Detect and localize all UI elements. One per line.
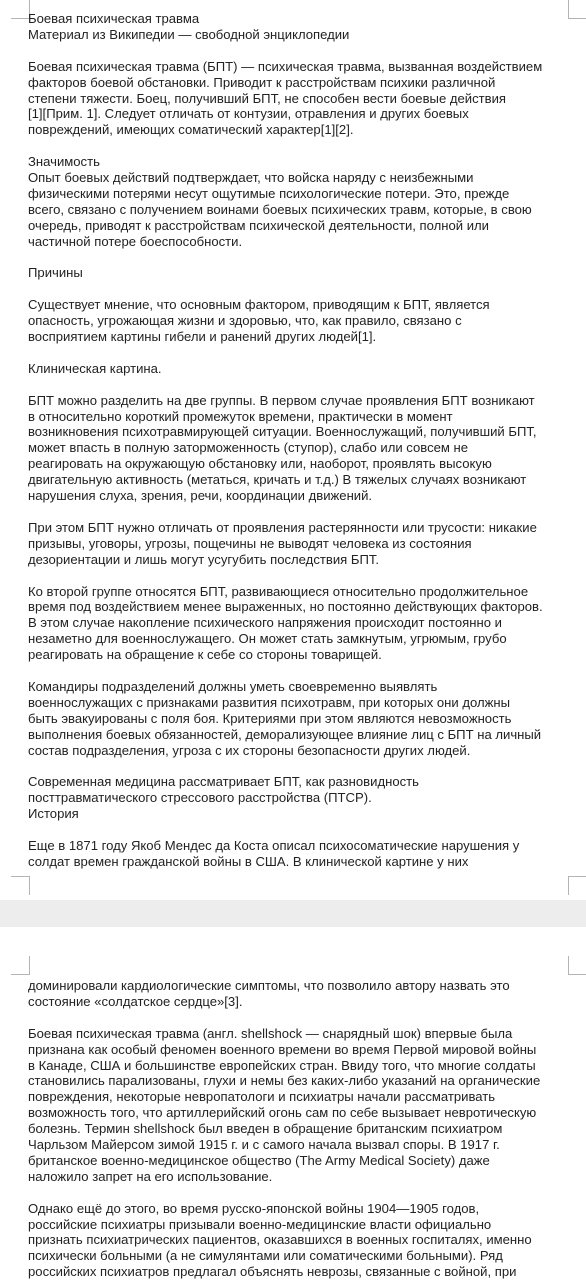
text-line: быть эвакуированы с поля боя. Критериями при этом являются невозможность — [28, 710, 512, 726]
text-line: становились парализованы, глухи и немы без каких-либо указаний на органические — [28, 1073, 541, 1089]
blank-line — [28, 138, 573, 154]
text-line: российские психиатры призывали военно-медицинские власти официально — [28, 1216, 492, 1232]
text-line: может впасть в полную заторможенность (ступор), слабо или совсем не — [28, 440, 469, 456]
text-line: В этом случае накопление психического напряжения происходит постоянно и — [28, 615, 502, 631]
text-line: степени тяжести. Боец, получивший БПТ, не способен вести боевые действия — [28, 90, 507, 106]
text-line: Командиры подразделений должны уметь своевременно выявлять — [28, 678, 438, 694]
text-line: [1][Прим. 1]. Следует отличать от контузии, отравления и других боевых — [28, 106, 469, 122]
text-line: Однако ещё до этого, во время русско-японской войны 1904—1905 годов, — [28, 1200, 480, 1216]
text-line: повреждения, некоторые невропатологи и психиатры начали рассматривать — [28, 1089, 496, 1105]
text-line: двигательную активность (метаться, кричать и т.д.) В тяжелых случаях возникают — [28, 472, 527, 488]
text-line: психически больными (а не симулянтами или соматическими больными). Ряд — [28, 1248, 503, 1264]
text-line: Материал из Википедии — свободной энциклопедии — [28, 26, 350, 42]
text-line: очередь, приводят к расстройствам психической деятельности, полной или — [28, 217, 489, 233]
text-line: Опыт боевых действий подтверждает, что войска наряду с неизбежными — [28, 170, 474, 186]
text-line: дезориентации и лишь могут усугубить последствия БПТ. — [28, 551, 380, 567]
blank-line — [28, 758, 573, 774]
blank-line — [28, 250, 573, 266]
blank-line — [28, 377, 573, 393]
text-line: Причины — [28, 265, 83, 281]
text-line: доминировали кардиологические симптомы, что позволило автору назвать это — [28, 978, 510, 993]
text-line: реагировать на обращение к себе со стороны товарищей. — [28, 647, 382, 663]
text-line: Боевая психическая травма — [28, 11, 200, 26]
page-2-text — [28, 978, 573, 1280]
text-line: БПТ можно разделить на две группы. В первом случае проявления БПТ возникают — [28, 392, 535, 408]
text-line: Чарльзом Майерсом зимой 1915 г. и с самого начала вызвал споры. В 1917 г. — [28, 1137, 500, 1153]
text-line: нарушения слуха, зрения, речи, координации движений. — [28, 488, 373, 504]
text-line: незаметно для военнослужащего. Он может стать замкнутым, угрюмым, грубо — [28, 631, 507, 647]
text-line: возникновения психотравмирующей ситуации. Военнослужащий, получивший БПТ, — [28, 424, 537, 440]
text-line: Боевая психическая травма (БПТ) — психическая травма, вызванная воздействием — [28, 58, 543, 74]
blank-line — [28, 504, 573, 520]
text-line: физическими потерями несут ощутимые психологические потери. Это, прежде — [28, 185, 510, 201]
page-corner-marker — [11, 876, 30, 895]
text-line: факторов боевой обстановки. Приводит к расстройствам психики различной — [28, 74, 496, 90]
text-line: солдат времен гражданской войны в США. В клинической картине у них — [28, 853, 469, 869]
page-1-text — [28, 11, 573, 870]
text-line: Современная медицина рассматривает БПТ, как разновидность — [28, 774, 419, 790]
text-line: Ко второй группе относятся БПТ, развивающиеся относительно продолжительное — [28, 583, 529, 599]
blank-line — [28, 568, 573, 584]
text-line: частичной потере боеспособности. — [28, 233, 243, 249]
text-line: возможность того, что артиллерийский огонь сам по себе вызывает невротическую — [28, 1105, 537, 1121]
text-line: британское военно-медицинское общество (The Army Medical Society) даже — [28, 1152, 490, 1168]
blank-line — [28, 345, 573, 361]
blank-line — [28, 43, 573, 59]
text-line: Клиническая картина. — [28, 360, 162, 376]
text-line: повреждений, имеющих соматический характер[1][2]. — [28, 122, 354, 138]
text-line: Существует мнение, что основным фактором, приводящим к БПТ, является — [28, 297, 490, 313]
text-line: реагировать на окружающую обстановку или, наоборот, проявлять высокую — [28, 456, 492, 472]
text-line: состояние «солдатское сердце»[3]. — [28, 993, 243, 1009]
text-line: призывы, уговоры, угрозы, пощечины не выводят человека из состояния — [28, 535, 472, 551]
blank-line — [28, 281, 573, 297]
text-line: Еще в 1871 году Якоб Мендес да Коста описал психосоматические нарушения у — [28, 837, 520, 853]
blank-line — [28, 663, 573, 679]
page-corner-marker — [568, 956, 586, 975]
text-line: в Канаде, США и большинстве европейских стран. Ввиду того, что многие солдаты — [28, 1057, 536, 1073]
text-line: выполнения боевых обязанностей, деморализующее влияние лиц с БПТ на личный — [28, 726, 542, 742]
text-line: признана как особый феномен военного времени во время Первой мировой войны — [28, 1041, 537, 1057]
text-line: в относительно короткий промежуток времени, практически в момент — [28, 408, 453, 424]
text-line: всего, связано с получением воинами боевых психических травм, которые, в свою — [28, 201, 532, 217]
text-line: При этом БПТ нужно отличать от проявления растерянности или трусости: никакие — [28, 519, 537, 535]
text-line: посттравматического стрессового расстройства (ПТСР). — [28, 790, 372, 806]
text-line: опасность, угрожающая жизни и здоровью, что, как правило, связано с — [28, 313, 462, 329]
text-line: состав подразделения, угроза с их стороны безопасности других людей. — [28, 742, 471, 758]
blank-line — [28, 1010, 573, 1026]
text-line: восприятием картины гибели и ранений других людей[1]. — [28, 329, 377, 345]
text-line: Боевая психическая травма (англ. shellshock — снарядный шок) впервые была — [28, 1025, 513, 1041]
document-page-2 — [0, 927, 586, 1280]
blank-line — [28, 822, 573, 838]
text-line: военнослужащих с признаками развития психотравм, при которых они должны — [28, 694, 511, 710]
text-line: болезнь. Термин shellshock был введен в обращение британским психиатром — [28, 1121, 503, 1137]
blank-line — [28, 1185, 573, 1201]
text-line: наложило запрет на его использование. — [28, 1168, 273, 1184]
page-corner-marker — [568, 876, 586, 895]
text-line: российских психиатров предлагал объяснять неврозы, связанные с войной, при — [28, 1264, 517, 1280]
text-line: время под воздействием менее выраженных, но постоянно действующих факторов. — [28, 599, 543, 615]
text-line: признать психиатрических пациентов, оказавшихся в военных госпиталях, именно — [28, 1232, 532, 1248]
text-line: Значимость — [28, 154, 100, 170]
text-line: История — [28, 806, 79, 822]
page-corner-marker — [11, 956, 30, 975]
